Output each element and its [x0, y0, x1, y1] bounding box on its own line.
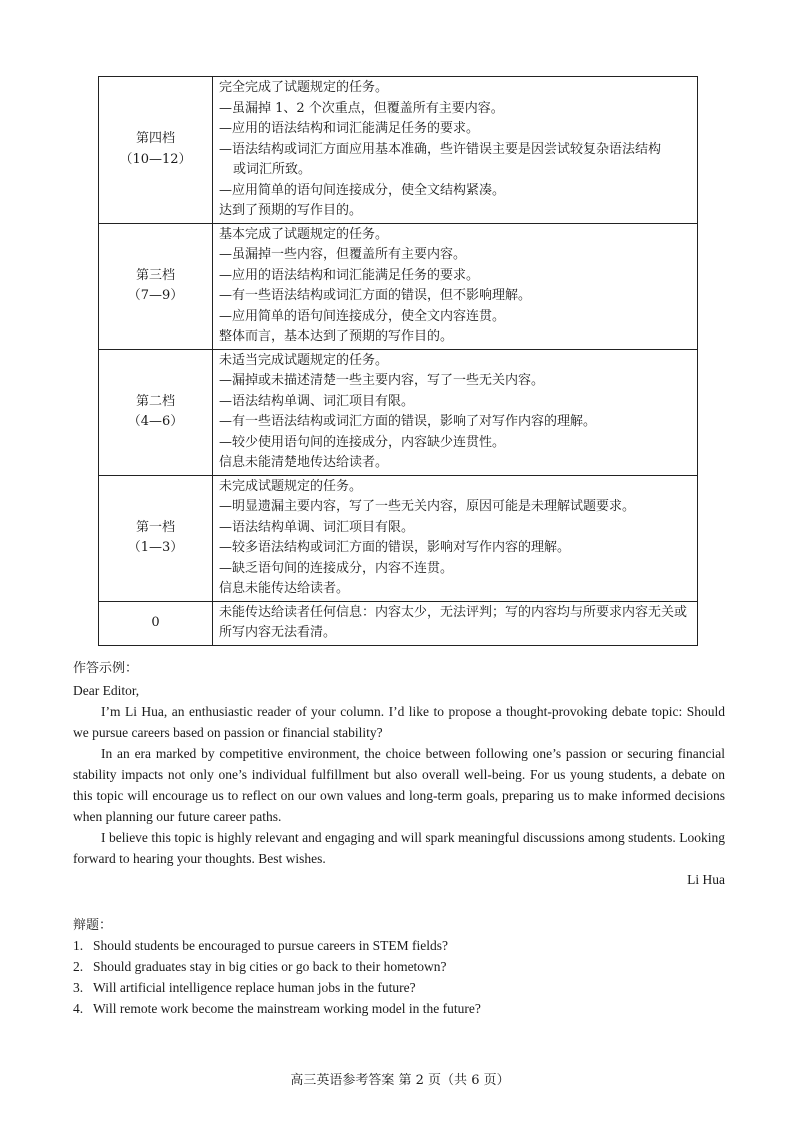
list-item: [73, 998, 481, 1019]
criteria-line: 完全完成了试题规定的任务。: [219, 80, 389, 95]
sample-heading: 作答示例：: [73, 661, 139, 676]
table-row: [99, 223, 698, 349]
topics-heading: 辩题：: [73, 918, 113, 933]
criteria-line: —应用的语法结构和词汇能满足任务的要求。: [219, 121, 480, 136]
criteria-cell: [213, 77, 698, 224]
list-item: [73, 956, 481, 977]
criteria-line: —语法结构单调、词汇项目有限。: [219, 393, 415, 409]
letter-paragraph: I’m Li Hua, an enthusiastic reader of your column. I’d like to propose a thought-provoking debate topic: Should we pursue careers based on passion or financial stability?: [73, 704, 725, 740]
criteria-line: 整体而言，基本达到了预期的写作目的。: [219, 329, 454, 344]
criteria-line: 未能传达给读者任何信息：内容太少，无法评判；写的内容均与所要求内容无关或所写内容无法看清。: [219, 604, 688, 640]
criteria-line: 或词汇所致。: [233, 162, 312, 177]
level-cell: [99, 77, 213, 224]
level-cell: [99, 475, 213, 601]
letter-signature: Li Hua: [687, 872, 725, 887]
level-cell: [99, 349, 213, 475]
criteria-line: —语法结构单调、词汇项目有限。: [219, 519, 415, 535]
criteria-line: —语法结构或词汇方面应用基本准确，些许错误主要是因尝试较复杂语法结构: [219, 141, 662, 157]
table-row: [99, 475, 698, 601]
table-row: [99, 349, 698, 475]
criteria-line: 信息未能清楚地传达给读者。: [219, 455, 389, 470]
topic-number: 2.: [73, 959, 84, 974]
criteria-cell: [213, 349, 698, 475]
criteria-line: 达到了预期的写作目的。: [219, 203, 363, 218]
level-name: 第四档: [135, 131, 175, 147]
rubric-body: [99, 77, 698, 646]
criteria-line: —漏掉或未描述清楚一些主要内容，写了一些无关内容。: [219, 373, 545, 388]
debate-topics-list: [73, 935, 481, 1019]
level-score-range: （4—6）: [127, 414, 184, 429]
topic-number: 1.: [73, 938, 84, 953]
letter-greeting: Dear Editor,: [73, 683, 140, 698]
criteria-line: —有一些语法结构或词汇方面的错误，但不影响理解。: [219, 288, 532, 303]
page-footer: 高三英语参考答案 第 2 页（共 6 页）: [290, 1073, 510, 1088]
level-cell: [99, 223, 213, 349]
criteria-line: 信息未能传达给读者。: [219, 581, 350, 596]
criteria-line: —较少使用语句间的连接成分，内容缺少连贯性。: [219, 434, 506, 450]
topic-text: Should students be encouraged to pursue careers in STEM fields?: [93, 938, 449, 953]
topic-text: Will artificial intelligence replace human jobs in the future?: [93, 980, 416, 995]
level-name: 第二档: [135, 393, 175, 409]
criteria-line: —应用简单的语句间连接成分，使全文内容连贯。: [219, 308, 506, 324]
criteria-line: —有一些语法结构或词汇方面的错误，影响了对写作内容的理解。: [219, 414, 597, 429]
level-name: 0: [151, 614, 160, 630]
criteria-line: —虽漏掉 1、2 个次重点，但覆盖所有主要内容。: [219, 100, 504, 116]
level-name: 第一档: [135, 519, 175, 535]
list-item: [73, 935, 481, 956]
level-name: 第三档: [135, 267, 175, 283]
table-row: [99, 601, 698, 645]
criteria-line: —应用的语法结构和词汇能满足任务的要求。: [219, 267, 480, 283]
level-score-range: （10—12）: [119, 151, 192, 167]
criteria-line: —缺乏语句间的连接成分，内容不连贯。: [219, 560, 454, 576]
level-cell: [99, 601, 213, 645]
topic-number: 3.: [73, 980, 84, 995]
level-score-range: （1—3）: [127, 540, 184, 555]
criteria-line: —明显遗漏主要内容，写了一些无关内容，原因可能是未理解试题要求。: [219, 499, 636, 514]
topic-text: Should graduates stay in big cities or go back to their hometown?: [93, 959, 447, 974]
criteria-line: —较多语法结构或词汇方面的错误，影响对写作内容的理解。: [219, 540, 571, 555]
topic-text: Will remote work become the mainstream working model in the future?: [93, 1001, 481, 1016]
topic-number: 4.: [73, 1001, 84, 1016]
criteria-line: 基本完成了试题规定的任务。: [219, 226, 389, 242]
letter-paragraph: In an era marked by competitive environment, the choice between following one’s passion or securing financial stability impacts not only one’s individual fulfillment but also overall well-being. For us young students, a debate on this topic will encourage us to reflect on our own values and long-term goals, preparing us to make informed decisions when planning our future career paths.: [73, 746, 725, 824]
letter-paragraph: I believe this topic is highly relevant and engaging and will spark meaningful discussions among students. Looking forward to hearing your thoughts. Best wishes.: [73, 830, 725, 866]
criteria-line: 未适当完成试题规定的任务。: [219, 352, 389, 368]
criteria-cell: [213, 223, 698, 349]
table-row: [99, 77, 698, 224]
criteria-line: —虽漏掉一些内容，但覆盖所有主要内容。: [219, 247, 467, 262]
criteria-line: 未完成试题规定的任务。: [219, 478, 363, 494]
criteria-line: —应用简单的语句间连接成分，使全文结构紧凑。: [219, 182, 506, 198]
criteria-cell: [213, 475, 698, 601]
level-score-range: （7—9）: [127, 288, 184, 303]
sample-letter: [73, 680, 725, 890]
list-item: [73, 977, 481, 998]
criteria-cell: [213, 601, 698, 645]
scoring-rubric-table: [98, 76, 698, 646]
